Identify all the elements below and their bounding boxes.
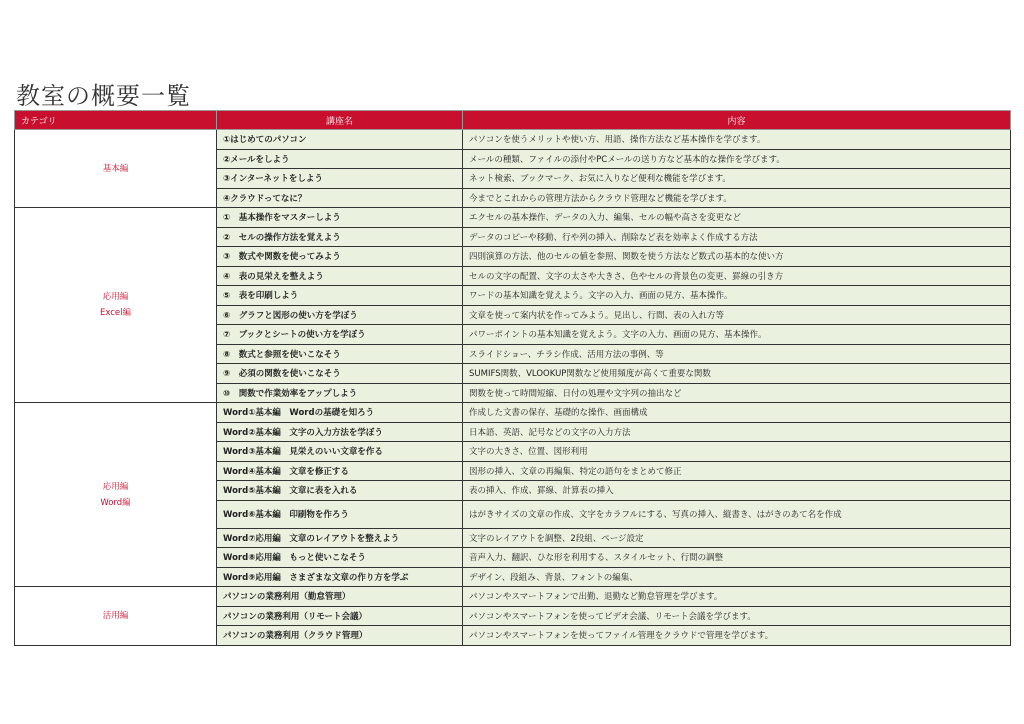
course-name-cell: ④ 表の見栄えを整えよう	[217, 266, 463, 286]
category-cell	[15, 208, 217, 403]
header-category: カテゴリ	[15, 111, 217, 130]
course-content-cell: スライドショー、チラシ作成、活用方法の事例、等	[463, 344, 1011, 364]
course-content-cell: 関数を使って時間短縮、日付の処理や文字列の抽出など	[463, 383, 1011, 403]
course-name-cell: Word⑥基本編 印刷物を作ろう	[217, 500, 463, 528]
course-name-cell: Word⑤基本編 文章に表を入れる	[217, 481, 463, 501]
course-content-cell: エクセルの基本操作、データの入力、編集、セルの幅や高さを変更など	[463, 208, 1011, 228]
course-content-cell: パソコンを使うメリットや使い方、用語、操作方法など基本操作を学びます。	[463, 130, 1011, 150]
course-content-cell: ワードの基本知識を覚えよう。文字の入力、画面の見方、基本操作。	[463, 286, 1011, 306]
table-header-row	[15, 111, 1011, 130]
course-content-cell: パワーポイントの基本知識を覚えよう。文字の入力、画面の見方、基本操作。	[463, 325, 1011, 345]
course-name-cell: ① 基本操作をマスターしよう	[217, 208, 463, 228]
course-name-cell: Word④基本編 文章を修正する	[217, 461, 463, 481]
course-content-cell: 文字の大きさ、位置、図形利用	[463, 442, 1011, 462]
course-name-cell: ③インターネットをしよう	[217, 169, 463, 189]
category-label: Word編	[100, 497, 131, 508]
category-label: 応用編	[102, 292, 129, 302]
table-body	[15, 130, 1011, 646]
table-row	[15, 403, 1011, 423]
course-content-cell: ネット検索、ブックマーク、お気に入りなど便利な機能を学びます。	[463, 169, 1011, 189]
header-course: 講座名	[217, 111, 463, 130]
table-row	[15, 587, 1011, 607]
course-name-cell: パソコンの業務利用（リモート会議）	[217, 606, 463, 626]
course-content-cell: SUMIFS関数、VLOOKUP関数など使用頻度が高くて重要な関数	[463, 364, 1011, 384]
course-content-cell: パソコンやスマートフォンで出勤、退勤など勤怠管理を学びます。	[463, 587, 1011, 607]
table-row	[15, 130, 1011, 150]
course-name-cell: パソコンの業務利用（クラウド管理）	[217, 626, 463, 646]
course-content-cell: 作成した文書の保存、基礎的な操作、画面構成	[463, 403, 1011, 423]
course-name-cell: ④クラウドってなに？	[217, 188, 463, 208]
category-cell	[15, 403, 217, 587]
course-name-cell: Word⑦応用編 文章のレイアウトを整えよう	[217, 528, 463, 548]
course-content-cell: 日本語、英語、記号などの文字の入力方法	[463, 422, 1011, 442]
course-content-cell: はがきサイズの文章の作成、文字をカラフルにする、写真の挿入、縦書き、はがきのあて名を作成	[463, 500, 1011, 528]
page-title: 教室の概要一覧	[16, 82, 191, 110]
table-row	[15, 208, 1011, 228]
course-name-cell: Word①基本編 Wordの基礎を知ろう	[217, 403, 463, 423]
course-content-cell: 表の挿入、作成、罫線、計算表の挿入	[463, 481, 1011, 501]
course-content-cell: データのコピーや移動、行や列の挿入、削除など表を効率よく作成する方法	[463, 227, 1011, 247]
category-label: Excel編	[99, 308, 132, 318]
category-label: 応用編	[102, 481, 129, 492]
course-name-cell: Word②基本編 文字の入力方法を学ぼう	[217, 422, 463, 442]
course-content-cell: 音声入力、翻訳、ひな形を利用する、スタイルセット、行間の調整	[463, 548, 1011, 568]
course-name-cell: ⑨ 必須の関数を使いこなそう	[217, 364, 463, 384]
course-content-cell: デザイン、段組み、背景、フォントの編集、	[463, 567, 1011, 587]
category-cell	[15, 587, 217, 646]
course-table	[14, 110, 1011, 646]
course-name-cell: パソコンの業務利用（勤怠管理）	[217, 587, 463, 607]
course-name-cell: ②メールをしよう	[217, 149, 463, 169]
course-content-cell: メールの種類、ファイルの添付やPCメールの送り方など基本的な操作を学びます。	[463, 149, 1011, 169]
course-name-cell: Word⑨応用編 さまざまな文章の作り方を学ぶ	[217, 567, 463, 587]
course-content-cell: パソコンやスマートフォンを使ってビデオ会議、リモート会議を学びます。	[463, 606, 1011, 626]
course-name-cell: Word③基本編 見栄えのいい文章を作る	[217, 442, 463, 462]
course-content-cell: セルの文字の配置、文字の太さや大きさ、色やセルの背景色の変更、罫線の引き方	[463, 266, 1011, 286]
course-content-cell: 文章を使って案内状を作ってみよう。見出し、行間、表の入れ方等	[463, 305, 1011, 325]
course-content-cell: 四則演算の方法、他のセルの値を参照、関数を使う方法など数式の基本的な使い方	[463, 247, 1011, 267]
category-cell	[15, 130, 217, 208]
course-content-cell: 今までとこれからの管理方法からクラウド管理など機能を学びます。	[463, 188, 1011, 208]
course-name-cell: ⑦ ブックとシートの使い方を学ぼう	[217, 325, 463, 345]
course-name-cell: ⑩ 関数で作業効率をアップしよう	[217, 383, 463, 403]
course-content-cell: パソコンやスマートフォンを使ってファイル管理をクラウドで管理を学びます。	[463, 626, 1011, 646]
course-name-cell: ③ 数式や関数を使ってみよう	[217, 247, 463, 267]
course-name-cell: ⑤ 表を印刷しよう	[217, 286, 463, 306]
course-name-cell: ⑧ 数式と参照を使いこなそう	[217, 344, 463, 364]
course-content-cell: 図形の挿入、文章の再編集、特定の語句をまとめて修正	[463, 461, 1011, 481]
category-label: 活用編	[102, 610, 129, 621]
course-name-cell: ①はじめてのパソコン	[217, 130, 463, 150]
header-content: 内容	[463, 111, 1011, 130]
category-label: 基本編	[102, 163, 129, 174]
course-name-cell: Word⑧応用編 もっと使いこなそう	[217, 548, 463, 568]
course-name-cell: ⑥ グラフと図形の使い方を学ぼう	[217, 305, 463, 325]
course-name-cell: ② セルの操作方法を覚えよう	[217, 227, 463, 247]
course-content-cell: 文字のレイアウトを調整、2段組、ページ設定	[463, 528, 1011, 548]
